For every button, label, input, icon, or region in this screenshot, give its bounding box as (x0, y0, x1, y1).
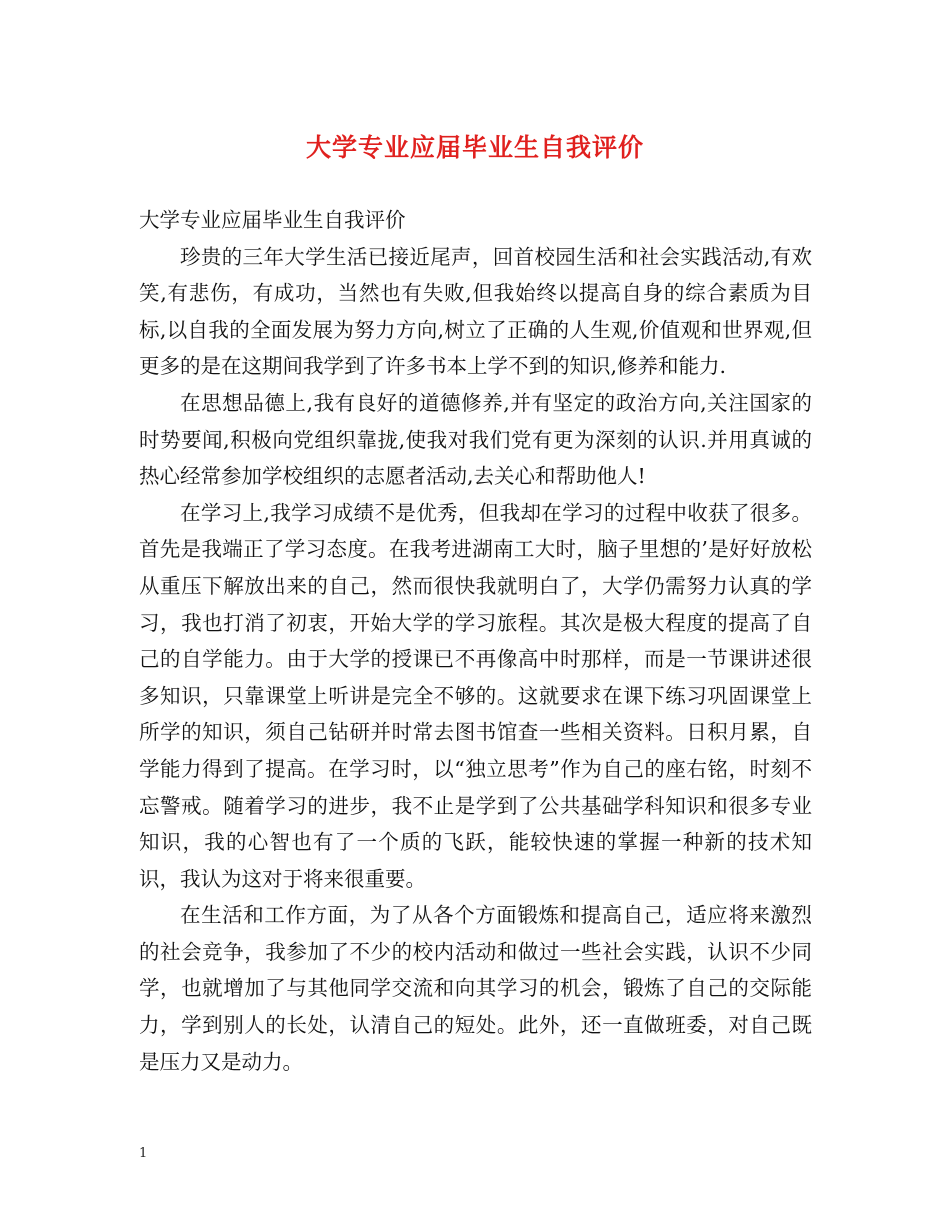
document-body (139, 202, 812, 1080)
paragraph-ideology: 在思想品德上,我有良好的道德修养,并有坚定的政治方向,关注国家的时势要闻,积极向党组织靠拢,使我对我们党有更为深刻的认识.并用真诚的热心经常参加学校组织的志愿者活动,去关心和帮助他人! (139, 390, 812, 489)
page-number: 1 (139, 1146, 148, 1161)
paragraph-study: 在学习上,我学习成绩不是优秀，但我却在学习的过程中收获了很多。首先是我端正了学习态度。在我考进湖南工大时，脑子里想的’是好好放松从重压下解放出来的自己，然而很快我就明白了，大学仍需努力认真的学习，我也打消了初衷，开始大学的学习旅程。其次是极大程度的提高了自己的自学能力。由于大学的授课已不再像高中时那样，而是一节课讲述很多知识，只靠课堂上听讲是完全不够的。这就要求在课下练习巩固课堂上所学的知识，须自己钻研并时常去图书馆查一些相关资料。日积月累，自学能力得到了提高。在学习时，以“独立思考”作为自己的座右铭，时刻不忘警戒。随着学习的进步，我不止是学到了公共基础学科知识和很多专业知识，我的心智也有了一个质的飞跃，能较快速的掌握一种新的技术知识，我认为这对于将来很重要。 (139, 500, 812, 891)
paragraph-life-work: 在生活和工作方面，为了从各个方面锻炼和提高自己，适应将来激烈的社会竞争，我参加了不少的校内活动和做过一些社会实践，认识不少同学，也就增加了与其他同学交流和向其学习的机会，锻炼了自己的交际能力，学到别人的长处，认清自己的短处。此外，还一直做班委，对自己既是压力又是动力。 (139, 903, 812, 1074)
paragraph-intro: 珍贵的三年大学生活已接近尾声，回首校园生活和社会实践活动,有欢笑,有悲伤，有成功，当然也有失败,但我始终以提高自身的综合素质为目标,以自我的全面发展为努力方向,树立了正确的人生观,价值观和世界观,但更多的是在这期间我学到了许多书本上学不到的知识,修养和能力. (139, 244, 812, 379)
document-title: 大学专业应届毕业生自我评价 (305, 133, 644, 162)
document-subtitle: 大学专业应届毕业生自我评价 (139, 208, 406, 232)
